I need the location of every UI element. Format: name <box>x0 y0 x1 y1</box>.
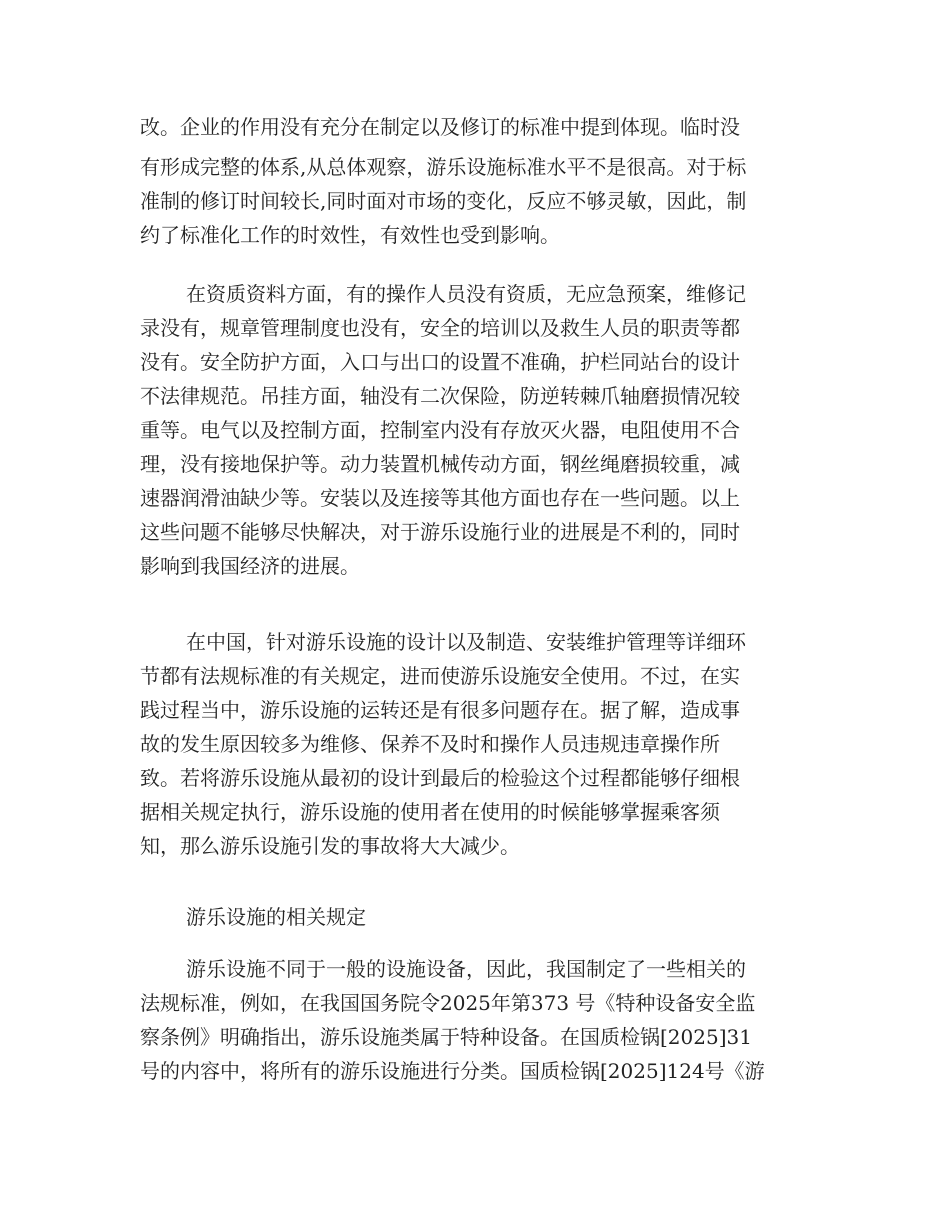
paragraph-4-line-1: 游乐设施不同于一般的设施设备，因此，我国制定了一些相关的 <box>186 957 746 981</box>
paragraph-2-line-9: 影响到我国经济的进展。 <box>140 554 360 578</box>
paragraph-3-line-4: 故的发生原因较多为维修、保养不及时和操作人员违规违章操作所 <box>140 732 720 756</box>
paragraph-2-line-1: 在资质资料方面，有的操作人员没有资质，无应急预案，维修记 <box>186 282 746 306</box>
paragraph-2-line-3: 没有。安全防护方面，入口与出口的设置不准确，护栏同站台的设计 <box>140 350 740 374</box>
paragraph-3-line-3: 践过程当中，游乐设施的运转还是有很多问题存在。据了解，造成事 <box>140 698 740 722</box>
paragraph-1-line-2: 有形成完整的体系,从总体观察，游乐设施标准水平不是很高。对于标 <box>140 155 747 179</box>
paragraph-3-line-2: 节都有法规标准的有关规定，进而使游乐设施安全使用。不过，在实 <box>140 664 740 688</box>
paragraph-4-line-4: 号的内容中，将所有的游乐设施进行分类。国质检锅[2025]124号《游 <box>140 1059 765 1083</box>
paragraph-3-line-5: 致。若将游乐设施从最初的设计到最后的检验这个过程都能够仔细根 <box>140 766 740 790</box>
paragraph-2-line-2: 录没有，规章管理制度也没有，安全的培训以及救生人员的职责等都 <box>140 316 740 340</box>
paragraph-2-line-6: 理，没有接地保护等。动力装置机械传动方面，钢丝绳磨损较重，减 <box>140 452 740 476</box>
paragraph-4-line-3: 察条例》明确指出，游乐设施类属于特种设备。在国质检锅[2025]31 <box>140 1025 752 1049</box>
paragraph-2-line-5: 重等。电气以及控制方面，控制室内没有存放灭火器，电阻使用不合 <box>140 418 740 442</box>
paragraph-3-line-6: 据相关规定执行，游乐设施的使用者在使用的时候能够掌握乘客须 <box>140 800 720 824</box>
paragraph-1-line-3: 准制的修订时间较长,同时面对市场的变化，反应不够灵敏，因此，制 <box>140 189 747 213</box>
paragraph-2-line-7: 速器润滑油缺少等。安装以及连接等其他方面也存在一些问题。以上 <box>140 486 740 510</box>
paragraph-3-line-7: 知，那么游乐设施引发的事故将大大减少。 <box>140 834 520 858</box>
section-heading: 游乐设施的相关规定 <box>186 905 366 929</box>
paragraph-1-line-1: 改。企业的作用没有充分在制定以及修订的标准中提到体现。临时没 <box>140 115 740 139</box>
paragraph-4-line-2: 法规标准，例如，在我国国务院令2025年第373 号《特种设备安全监 <box>140 991 756 1015</box>
paragraph-2-line-8: 这些问题不能够尽快解决，对于游乐设施行业的进展是不利的，同时 <box>140 520 740 544</box>
paragraph-2-line-4: 不法律规范。吊挂方面，轴没有二次保险，防逆转棘爪轴磨损情况较 <box>140 384 740 408</box>
paragraph-1-line-4: 约了标准化工作的时效性，有效性也受到影响。 <box>140 223 560 247</box>
paragraph-3-line-1: 在中国，针对游乐设施的设计以及制造、安装维护管理等详细环 <box>186 630 746 654</box>
